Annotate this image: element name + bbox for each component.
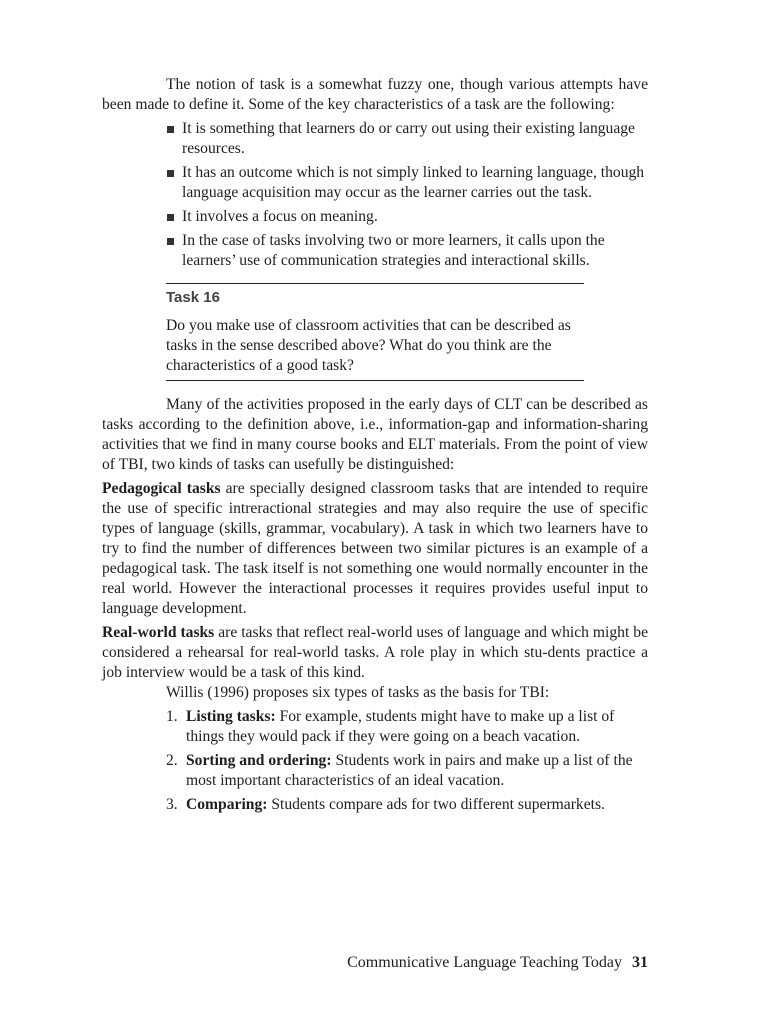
task-text: Do you make use of classroom activities that can be described as tasks in the sense described above? What do you think are the characteristics of a good task? [166,317,571,374]
square-bullet-icon [167,214,174,221]
page-footer [314,953,648,973]
square-bullet-icon [167,238,174,245]
willis-intro: Willis (1996) proposes six types of tasks as the basis for TBI: [166,684,550,701]
running-title: Communicative Language Teaching Today [347,954,622,971]
page-number: 31 [632,954,648,971]
list-item: 1. Listing tasks: For example, students might have to make up a list of things they would pack if they were going on a beach vacation. [166,708,615,745]
square-bullet-icon [167,170,174,177]
task-box [166,283,584,381]
list-item: It is something that learners do or carry out using their existing language resources. [166,119,648,159]
list-item: It involves a focus on meaning. [166,207,648,227]
list-item: It has an outcome which is not simply linked to learning language, though language acquisition may occur as the learner carries out the task. [166,163,648,203]
intro-paragraph: The notion of task is a somewhat fuzzy one, though various attempts have been made to define it. Some of the key characteristics of a task are the following: [102,76,648,113]
list-item: 3. Comparing: Students compare ads for two different supermarkets. [166,796,605,813]
list-item: 2. Sorting and ordering: Students work in pairs and make up a list of the most important characteristics of an ideal vacation. [166,752,633,789]
pedagogical-paragraph: Pedagogical tasks are specially designed classroom tasks that are intended to require the use of specific intreractional strategies and may also require the use of specific types of language (skills, grammar, vocabulary). A task in which two learners have to try to find the number of differences between two similar pictures is an example of a pedagogical task. The task itself is not something one would normally encounter in the real world. However the interactional processes it requires provides useful input to language development. [102,480,648,617]
characteristics-list [102,119,648,271]
square-bullet-icon [167,126,174,133]
task-title: Task 16 [166,289,220,306]
task-types-list [102,707,648,815]
pedagogical-term: Pedagogical tasks [102,480,221,497]
list-item: In the case of tasks involving two or more learners, it calls upon the learners’ use of communication strategies and interactional skills. [166,231,648,271]
page-content [102,75,648,819]
realworld-term: Real-world tasks [102,624,215,641]
realworld-paragraph: Real-world tasks are tasks that reflect real-world uses of language and which might be considered a rehearsal for real-world tasks. A role play in which stu-dents practice a job interview would be a task of this kind. [102,624,648,681]
clt-paragraph: Many of the activities proposed in the early days of CLT can be described as tasks according to the definition above, i.e., information-gap and information-sharing activities that we find in many course books and ELT materials. From the point of view of TBI, two kinds of tasks can usefully be distinguished: [102,396,648,473]
